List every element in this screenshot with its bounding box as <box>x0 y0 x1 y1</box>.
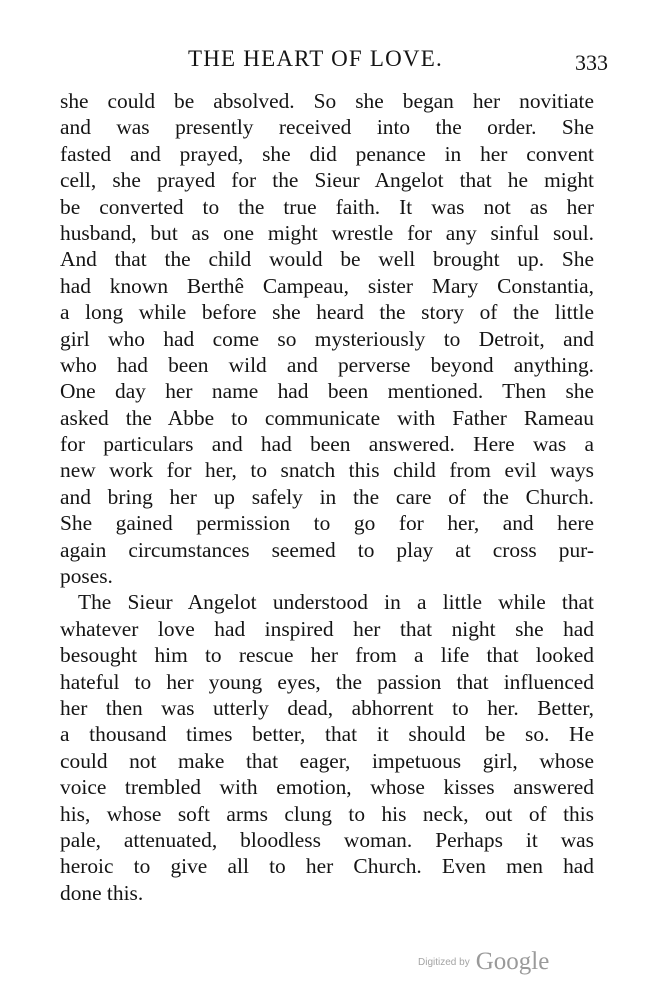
google-logo: Google <box>475 948 550 975</box>
text-line: She gained permission to go for her, and here <box>60 511 594 536</box>
text-line: be converted to the true faith. It was not as her <box>60 194 594 219</box>
text-line: she could be absolved. So she began her novitiate <box>60 89 594 113</box>
text-line: voice trembled with emotion, whose kisses answered <box>60 775 594 800</box>
running-title: THE HEART OF LOVE. <box>188 46 443 71</box>
text-line: and was presently received into the order. She <box>60 115 594 140</box>
text-line: could not make that eager, impetuous girl, whose <box>60 748 594 773</box>
page-header <box>60 42 608 76</box>
text-line: and bring her up safely in the care of the Church. <box>60 484 594 509</box>
text-line: asked the Abbe to communicate with Father Rameau <box>60 405 594 430</box>
text-line: hateful to her young eyes, the passion that influenced <box>60 669 594 694</box>
paragraph-end-line: done this. <box>60 880 144 905</box>
text-line: girl who had come so mysteriously to Detroit, and <box>60 326 594 351</box>
text-line: his, whose soft arms clung to his neck, out of this <box>60 801 594 826</box>
text-line: And that the child would be well brought up. She <box>60 247 594 272</box>
text-line: pale, attenuated, bloodless woman. Perhaps it was <box>60 827 594 852</box>
text-line: new work for her, to snatch this child from evil ways <box>60 458 594 483</box>
body-text <box>60 88 594 906</box>
text-line: for particulars and had been answered. Here was a <box>60 432 594 457</box>
text-line: had known Berthê Campeau, sister Mary Constantia, <box>60 273 594 298</box>
text-line: heroic to give all to her Church. Even men had <box>60 854 594 879</box>
text-line: again circumstances seemed to play at cross pur- <box>60 537 594 562</box>
text-line: husband, but as one might wrestle for any sinful soul. <box>60 220 594 245</box>
text-line: who had been wild and perverse beyond anything. <box>60 352 594 377</box>
text-line: One day her name had been mentioned. Then she <box>60 379 594 404</box>
page-number: 333 <box>575 50 608 75</box>
digitized-watermark <box>418 948 549 978</box>
paragraph-end-line: poses. <box>60 564 113 589</box>
text-line: a thousand times better, that it should be so. He <box>60 722 594 747</box>
text-line: besought him to rescue her from a life that looked <box>60 643 594 668</box>
text-line: a long while before she heard the story of the little <box>60 300 594 325</box>
text-line: fasted and prayed, she did penance in her convent <box>60 141 594 166</box>
digitized-label: Digitized by <box>418 956 470 968</box>
text-line: cell, she prayed for the Sieur Angelot that he might <box>60 168 594 193</box>
text-line: her then was utterly dead, abhorrent to her. Better, <box>60 695 594 720</box>
text-line: whatever love had inspired her that night she had <box>60 616 594 641</box>
paragraph-start-line: The Sieur Angelot understood in a little while that <box>78 590 594 615</box>
